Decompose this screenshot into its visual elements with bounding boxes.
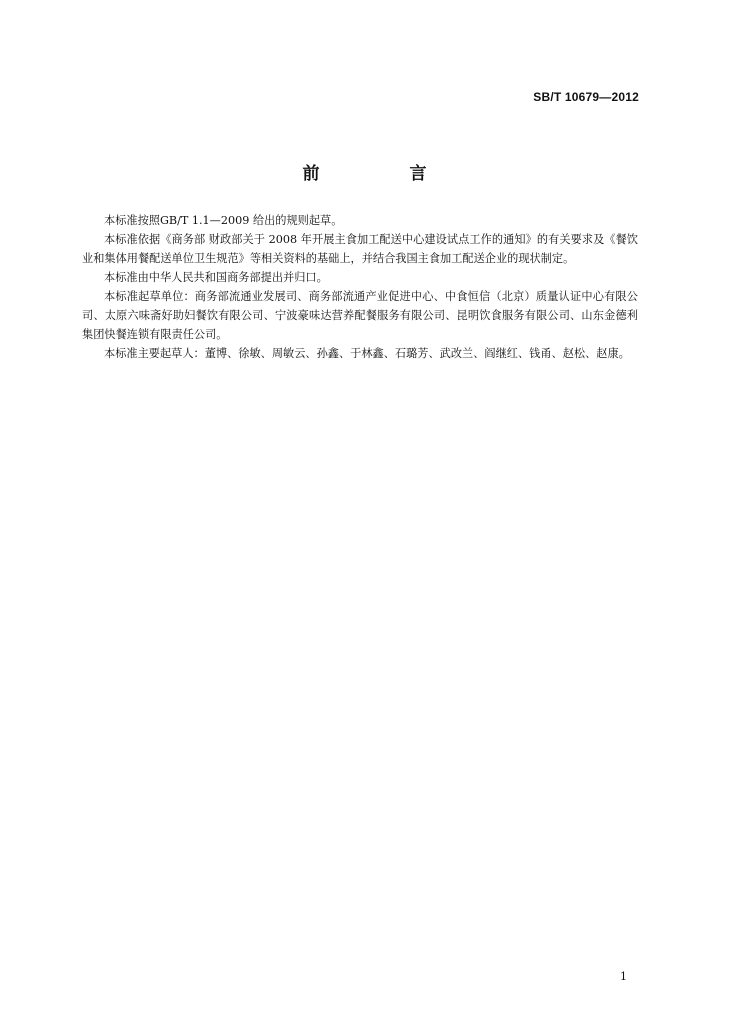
standard-code: SB/T 10679—2012: [533, 90, 639, 104]
paragraph-proposer: 本标准由中华人民共和国商务部提出并归口。: [104, 271, 328, 284]
paragraph-drafting-units: 本标准起草单位：商务部流通业发展司、商务部流通产业促进中心、中食恒信（北京）质量认证中心有限公司、太原六味斋好助妇餐饮有限公司、宁波豪味达营养配餐服务有限公司、昆明饮食服务有限公司、山东金德利集团快餐连锁有限责任公司。: [82, 290, 638, 341]
foreword-body: [82, 211, 638, 363]
paragraph-drafting-rules: 本标准按照GB/T 1.1—2009 给出的规则起草。: [104, 214, 343, 227]
page-title: 前 言: [302, 164, 469, 184]
page-number: 1: [620, 970, 627, 983]
paragraph-drafters: 本标准主要起草人：董博、徐敏、周敏云、孙鑫、于林鑫、石璐芳、武改兰、阎继红、钱甬、赵松、赵康。: [104, 347, 630, 360]
paragraph-basis: 本标准依据《商务部 财政部关于 2008 年开展主食加工配送中心建设试点工作的通知》的有关要求及《餐饮业和集体用餐配送单位卫生规范》等相关资料的基础上，并结合我国主食加工配送企业的现状制定。: [82, 233, 638, 265]
